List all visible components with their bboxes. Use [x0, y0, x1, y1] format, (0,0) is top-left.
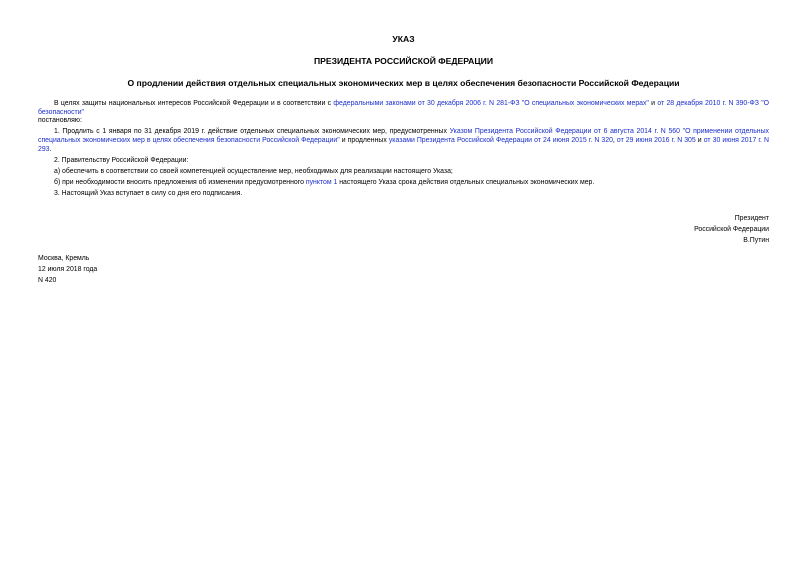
preamble-text: В целях защиты национальных интересов Российской Федерации и в соответствии с [54, 100, 334, 107]
item-3-paragraph: 3. Настоящий Указ вступает в силу со дня его подписания. [54, 190, 243, 198]
item-2b-paragraph [38, 179, 769, 188]
decree-305-link[interactable]: от 29 июня 2016 г. N 305 [616, 136, 696, 144]
item-1-text: 1. Продлить с 1 января по 31 декабря 2019 г. действие отдельных специальных экономических мер, предусмотренных [54, 128, 450, 136]
item-2a-paragraph: а) обеспечить в соответствии со своей компетенцией осуществление мер, необходимых для реализации настоящего Указа; [54, 167, 453, 175]
item-1-period: . [49, 145, 52, 153]
item-1-text-extended: и продленных [339, 136, 389, 144]
item-1-comma: , [612, 136, 617, 144]
decree-body [38, 100, 769, 199]
signature-name: В.Путин [743, 236, 769, 244]
preamble-paragraph [38, 100, 769, 117]
item-2-paragraph: 2. Правительству Российской Федерации: [54, 156, 189, 164]
federal-law-281-link[interactable]: федеральными законами от 30 декабря 2006 г. N 281-ФЗ "О специальных экономических мерах" [333, 100, 649, 107]
decree-subject-title: О продлении действия отдельных специальных экономических мер в целях обеспечения безопасности Российской Федерации [127, 78, 680, 88]
issuer-title: ПРЕЗИДЕНТА РОССИЙСКОЙ ФЕДЕРАЦИИ [313, 56, 494, 66]
item-1-and: и [695, 136, 704, 144]
decree-560-link[interactable]: Указом Президента Российской Федерации от 6 августа 2014 г. N 560 "О применении отдельных специальных экономических мер в целях обеспечения безопасности Российской Федерации" [38, 128, 769, 144]
decree-word: постановляю: [38, 117, 82, 125]
federal-law-390-link[interactable]: от 28 декабря 2010 г. N 390-ФЗ "О безопасности" [38, 100, 770, 116]
item-2b-text-end: настоящего Указа срока действия отдельных специальных экономических мер. [337, 179, 595, 187]
decree-293-link[interactable]: от 30 июня 2017 г. N 293 [38, 136, 769, 153]
signing-date: 12 июля 2018 года [38, 265, 98, 273]
point-1-link[interactable]: пунктом 1 [305, 179, 338, 187]
signature-country: Российской Федерации [694, 225, 769, 233]
preamble-text-and: и [648, 100, 658, 107]
item-2b-text: б) при необходимости вносить предложения об изменении предусмотренного [54, 179, 306, 187]
place-date-block [38, 253, 769, 286]
signature-position: Президент [734, 214, 769, 222]
document-type-title: УКАЗ [392, 34, 415, 44]
signature-block [38, 213, 769, 246]
decree-320-link[interactable]: указами Президента Российской Федерации от 24 июня 2015 г. N 320 [388, 136, 613, 144]
signing-place: Москва, Кремль [38, 254, 90, 262]
document-page [38, 34, 769, 286]
item-1-paragraph [38, 128, 769, 154]
decree-number: N 420 [38, 276, 57, 284]
